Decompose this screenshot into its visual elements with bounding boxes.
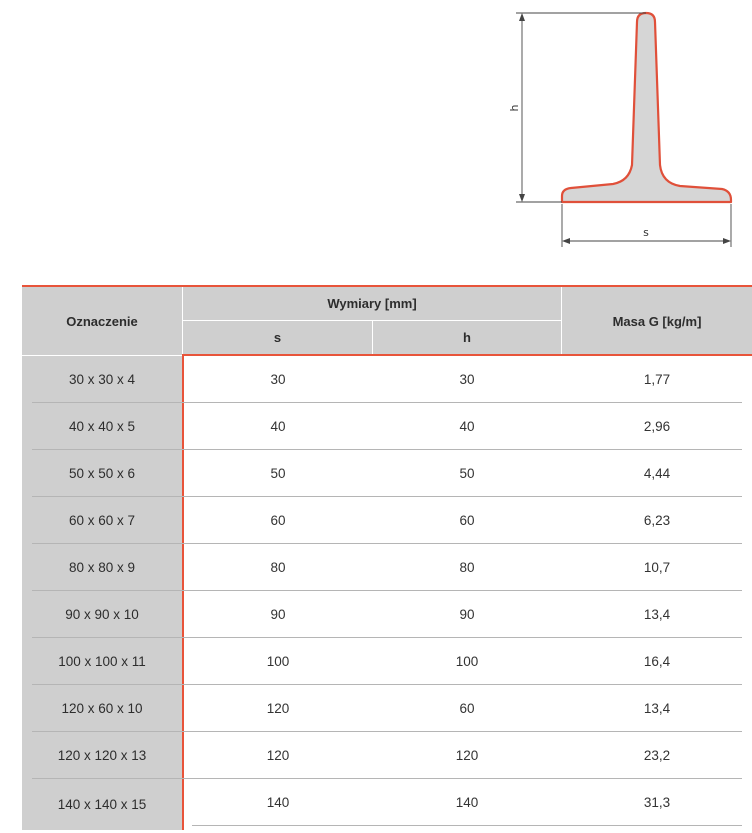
row-designation: 140 x 140 x 15 — [22, 779, 182, 830]
row-designation: 120 x 120 x 13 — [22, 732, 182, 779]
row-h: 120 — [373, 732, 561, 779]
row-h: 30 — [373, 356, 561, 403]
row-h: 60 — [373, 685, 561, 732]
row-designation: 80 x 80 x 9 — [22, 544, 182, 591]
row-designation: 100 x 100 x 11 — [22, 638, 182, 685]
header-divider — [183, 320, 561, 321]
row-divider — [32, 496, 742, 497]
row-divider — [192, 825, 742, 826]
row-mass: 13,4 — [562, 591, 752, 638]
row-designation: 90 x 90 x 10 — [22, 591, 182, 638]
row-divider — [32, 637, 742, 638]
row-divider — [32, 402, 742, 403]
height-label: h — [508, 104, 521, 112]
row-h: 140 — [373, 779, 561, 826]
row-divider — [32, 778, 742, 779]
header-h: h — [373, 321, 561, 354]
row-s: 50 — [184, 450, 372, 497]
header-s: s — [183, 321, 372, 354]
row-s: 30 — [184, 356, 372, 403]
row-s: 40 — [184, 403, 372, 450]
row-s: 80 — [184, 544, 372, 591]
row-h: 90 — [373, 591, 561, 638]
row-mass: 2,96 — [562, 403, 752, 450]
row-designation: 50 x 50 x 6 — [22, 450, 182, 497]
row-h: 80 — [373, 544, 561, 591]
row-mass: 16,4 — [562, 638, 752, 685]
row-h: 40 — [373, 403, 561, 450]
row-s: 60 — [184, 497, 372, 544]
row-divider — [32, 543, 742, 544]
row-mass: 1,77 — [562, 356, 752, 403]
row-mass: 10,7 — [562, 544, 752, 591]
t-profile-shape — [562, 13, 731, 202]
row-designation: 40 x 40 x 5 — [22, 403, 182, 450]
row-mass: 4,44 — [562, 450, 752, 497]
row-h: 100 — [373, 638, 561, 685]
width-label: s — [643, 226, 649, 239]
width-arrow-right — [723, 238, 731, 244]
row-s: 120 — [184, 732, 372, 779]
header-designation: Oznaczenie — [22, 287, 182, 355]
height-arrow-top — [519, 13, 525, 21]
header-divider — [372, 321, 373, 354]
row-divider — [32, 449, 742, 450]
header-mass: Masa G [kg/m] — [562, 287, 752, 355]
row-s: 100 — [184, 638, 372, 685]
row-s: 90 — [184, 591, 372, 638]
row-h: 50 — [373, 450, 561, 497]
row-mass: 6,23 — [562, 497, 752, 544]
row-divider — [32, 731, 742, 732]
row-designation: 60 x 60 x 7 — [22, 497, 182, 544]
row-s: 140 — [184, 779, 372, 826]
height-dimension — [516, 13, 646, 202]
header-divider — [182, 287, 183, 355]
t-profile-diagram — [0, 0, 752, 260]
row-designation: 30 x 30 x 4 — [22, 356, 182, 403]
header-dimensions-group: Wymiary [mm] — [183, 287, 561, 320]
row-s: 120 — [184, 685, 372, 732]
profile-dimensions-table — [22, 285, 752, 830]
row-mass: 13,4 — [562, 685, 752, 732]
header-divider — [561, 287, 562, 355]
row-mass: 23,2 — [562, 732, 752, 779]
row-divider — [32, 684, 742, 685]
row-designation: 120 x 60 x 10 — [22, 685, 182, 732]
width-arrow-left — [562, 238, 570, 244]
height-arrow-bottom — [519, 194, 525, 202]
row-mass: 31,3 — [562, 779, 752, 826]
row-h: 60 — [373, 497, 561, 544]
row-divider — [32, 590, 742, 591]
